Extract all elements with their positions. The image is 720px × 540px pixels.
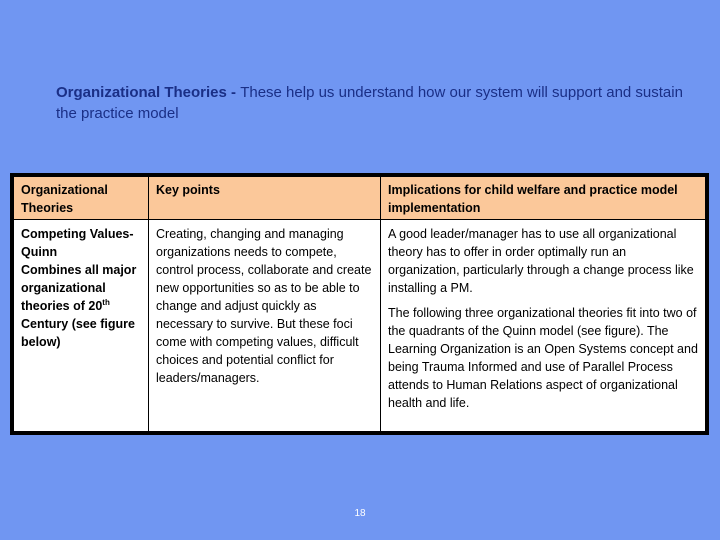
cell-implications [381,220,706,432]
theory-title: Competing Values-Quinn [21,227,134,259]
theories-table [13,176,706,432]
intro-lead: Organizational Theories - [56,84,241,101]
theory-description-text: Combines all major organizational theories of 20 [21,263,137,313]
table-row [14,220,706,432]
implications-paragraph-1: A good leader/manager has to use all organizational theory has to offer in order optimally run an organization, particularly through a change process like installing a PM. [388,227,694,295]
header-key-points: Key points [149,177,381,220]
implications-paragraph-2: The following three organizational theories fit into two of the quadrants of the Quinn model (see figure). The Learning Organization is an Open Systems concept and being Trauma Informed and use of Parallel Process attends to Human Relations aspect of organizational health and life. [388,306,698,410]
header-organizational-theories: Organizational Theories [14,177,149,220]
theory-superscript: th [102,297,110,307]
intro-text: These help us understand how our system will support and sustain the practice model [56,84,683,122]
header-implications: Implications for child welfare and practice model implementation [381,177,706,220]
page-number: 18 [354,508,366,519]
intro-paragraph [56,82,696,124]
theory-description-tail: Century (see figure below) [21,317,135,349]
cell-theory-name [14,220,149,432]
table-header-row [14,177,706,220]
cell-key-points: Creating, changing and managing organizations needs to compete, control process, collaborate and create new opportunities so as to be able to change and adjust quickly as necessary to survive. But these foci come with competing values, difficult choices and potential conflict for leaders/managers. [149,220,381,432]
theory-description [21,261,141,351]
theories-table-frame [10,173,709,435]
